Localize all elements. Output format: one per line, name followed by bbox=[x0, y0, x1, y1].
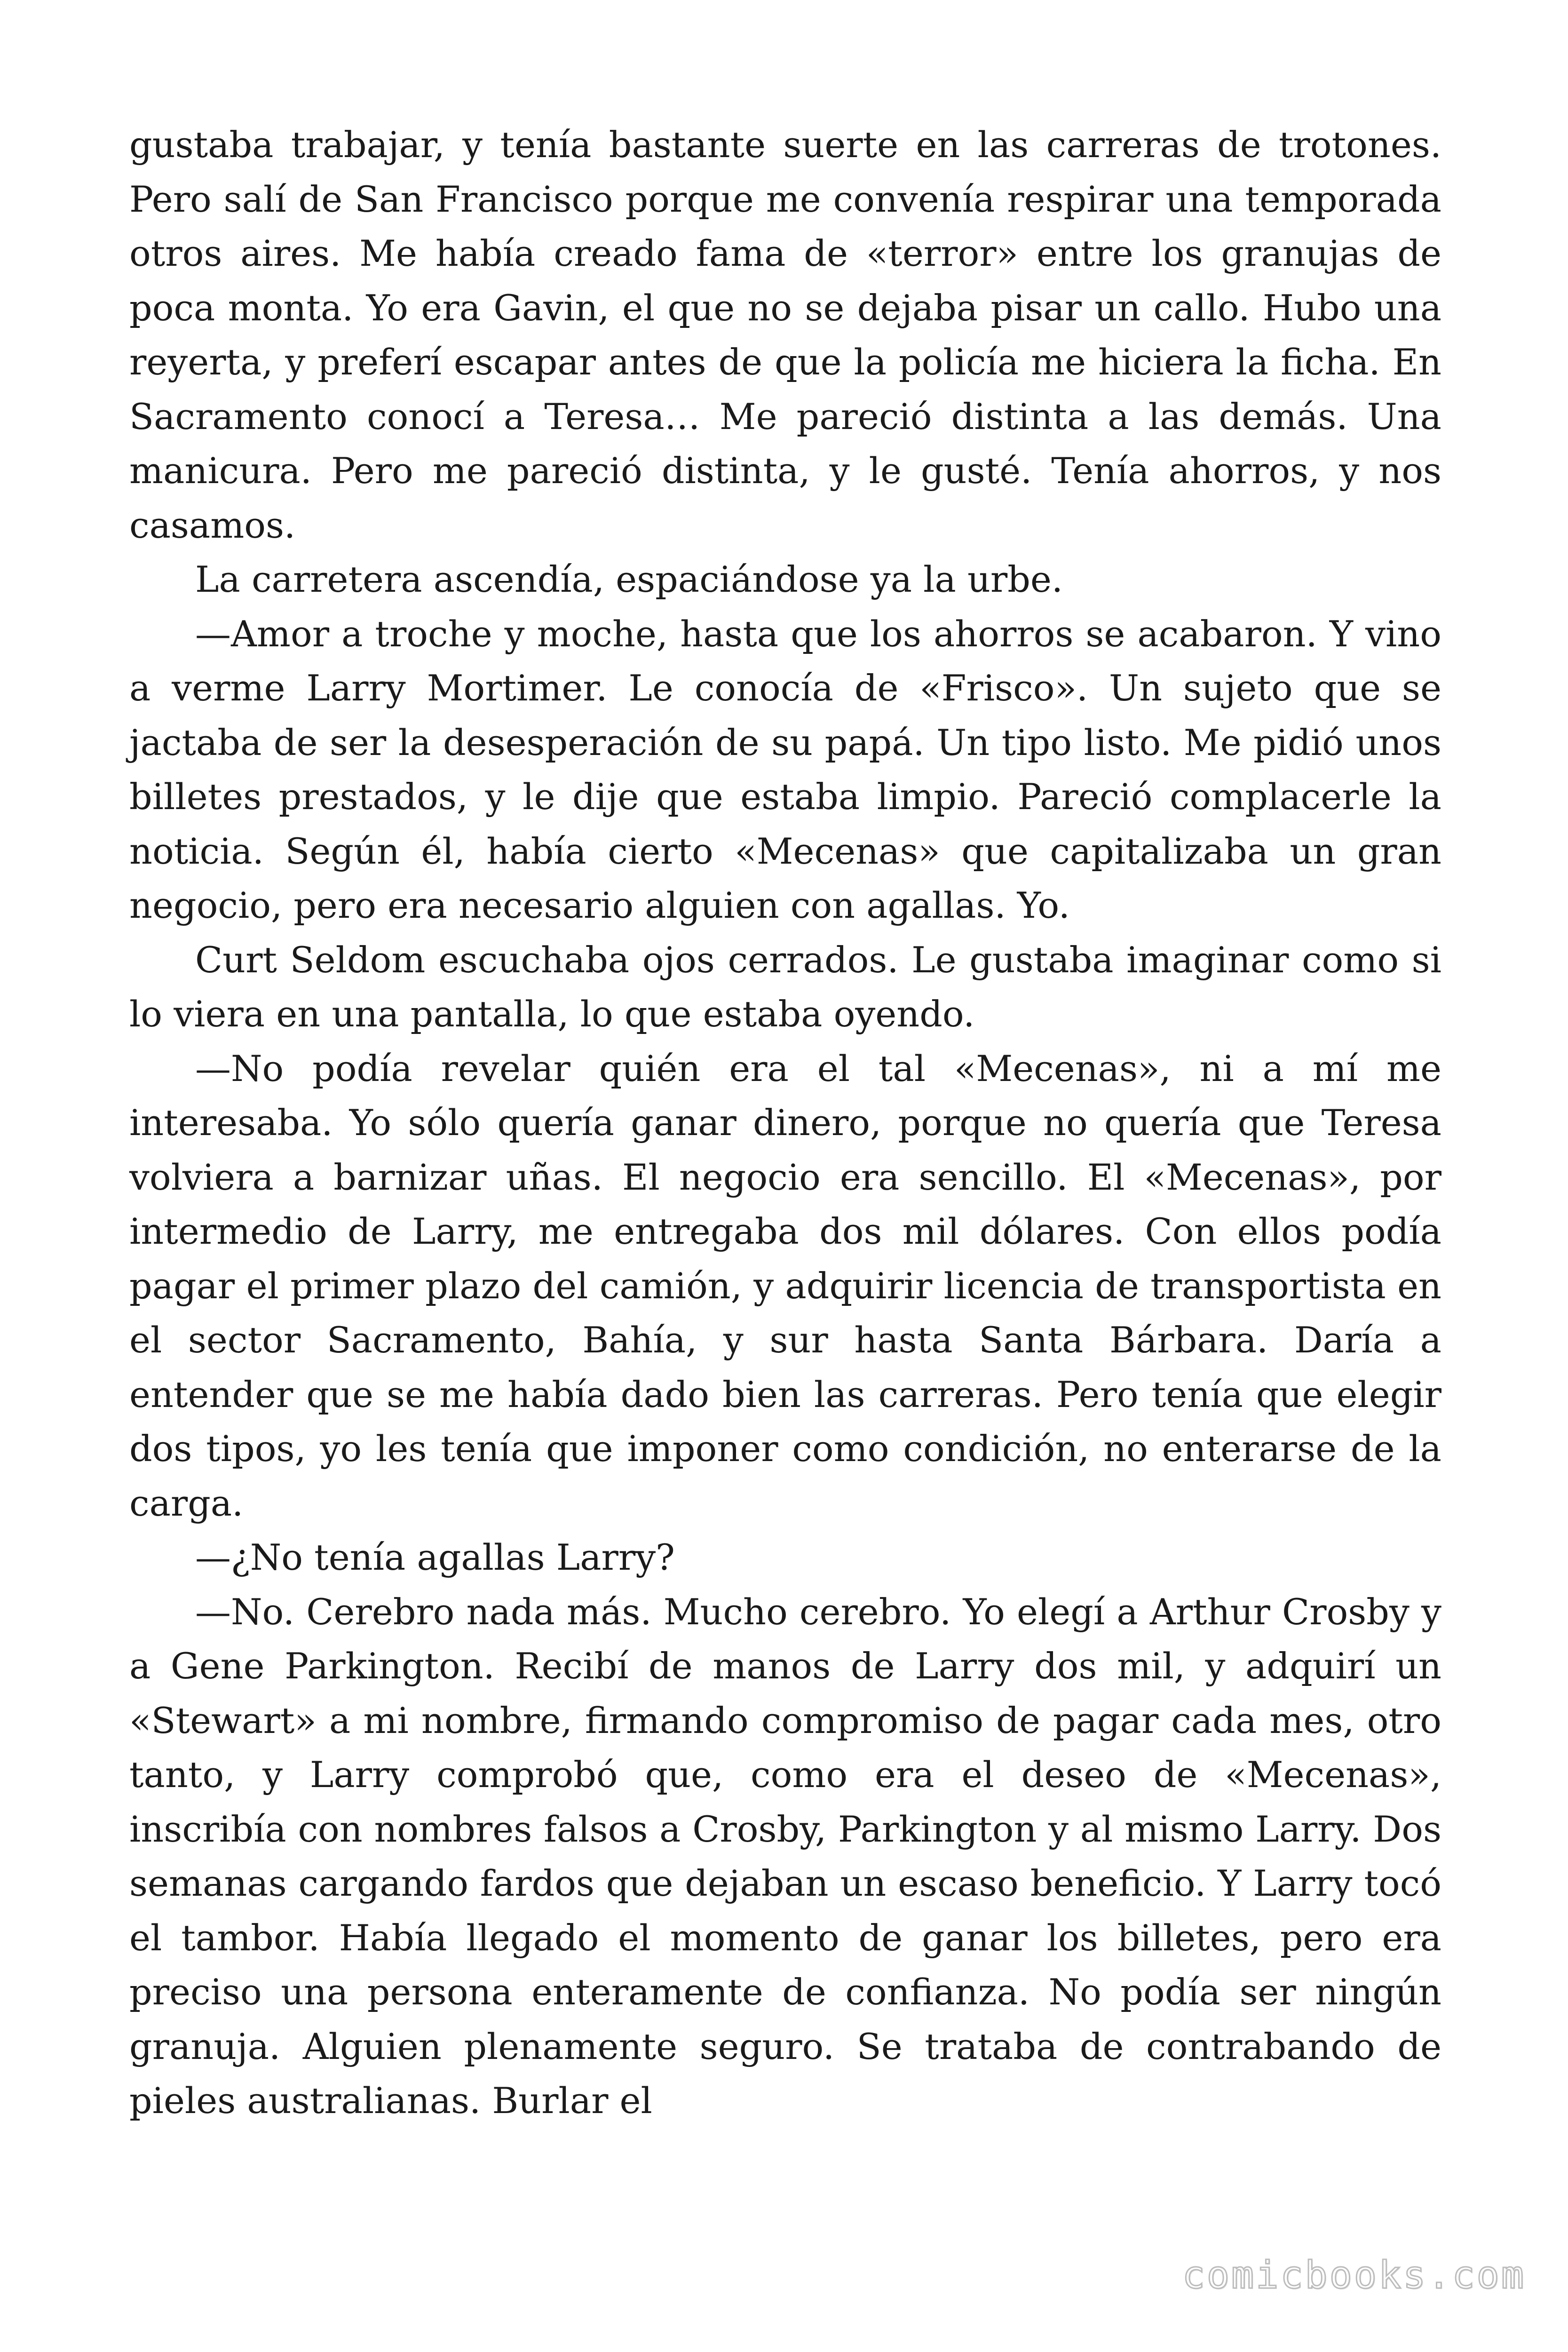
body-text bbox=[129, 118, 1441, 2128]
paragraph: —Amor a troche y moche, hasta que los ahorros se acabaron. Y vino a verme Larry Mortimer. Le conocía de «Frisco». Un sujeto que se jactaba de ser la desesperación de su papá. Un tipo listo. Me pidió unos billetes prestados, y le dije que estaba limpio. Pareció complacerle la noticia. Según él, había cierto «Mecenas» que capitalizaba un gran negocio, pero era necesario alguien con agallas. Yo. bbox=[129, 612, 1441, 926]
paragraph: —No. Cerebro nada más. Mucho cerebro. Yo elegí a Arthur Crosby y a Gene Parkington. Recibí de manos de Larry dos mil, y adquirí un «Stewart» a mi nombre, firmando compromiso de pagar cada mes, otro tanto, y Larry comprobó que, como era el deseo de «Mecenas», inscribía con nombres falsos a Crosby, Parkington y al mismo Larry. Dos semanas cargando fardos que dejaban un escaso beneficio. Y Larry tocó el tambor. Había llegado el momento de ganar los billetes, pero era preciso una persona enteramente de confianza. No podía ser ningún granuja. Alguien plenamente seguro. Se trataba de contrabando de pieles australianas. Burlar el bbox=[129, 1590, 1441, 2122]
paragraph: —No podía revelar quién era el tal «Mecenas», ni a mí me interesaba. Yo sólo quería ganar dinero, porque no quería que Teresa volviera a barnizar uñas. El negocio era sencillo. El «Mecenas», por intermedio de Larry, me entregaba dos mil dólares. Con ellos podía pagar el primer plazo del camión, y adquirir licencia de transportista en el sector Sacramento, Bahía, y sur hasta Santa Bárbara. Daría a entender que se me había dado bien las carreras. Pero tenía que elegir dos tipos, yo les tenía que imponer como condición, no enterarse de la carga. bbox=[129, 1047, 1441, 1524]
paragraph: La carretera ascendía, espaciándose ya la urbe. bbox=[195, 558, 1063, 600]
watermark: comicbooks.com bbox=[1182, 2253, 1526, 2297]
paragraph: —¿No tenía agallas Larry? bbox=[195, 1536, 675, 1578]
paragraph: Curt Seldom escuchaba ojos cerrados. Le gustaba imaginar como si lo viera en una pantalla, lo que estaba oyendo. bbox=[129, 938, 1441, 1035]
paragraph-continuation: gustaba trabajar, y tenía bastante suerte en las carreras de trotones. Pero salí de San Francisco porque me convenía respirar una temporada otros aires. Me había creado fama de «terror» entre los granujas de poca monta. Yo era Gavin, el que no se dejaba pisar un callo. Hubo una reyerta, y preferí escapar antes de que la policía me hiciera la ficha. En Sacramento conocí a Teresa… Me pareció distinta a las demás. Una manicura. Pero me pareció distinta, y le gusté. Tenía ahorros, y nos casamos. bbox=[129, 124, 1441, 546]
